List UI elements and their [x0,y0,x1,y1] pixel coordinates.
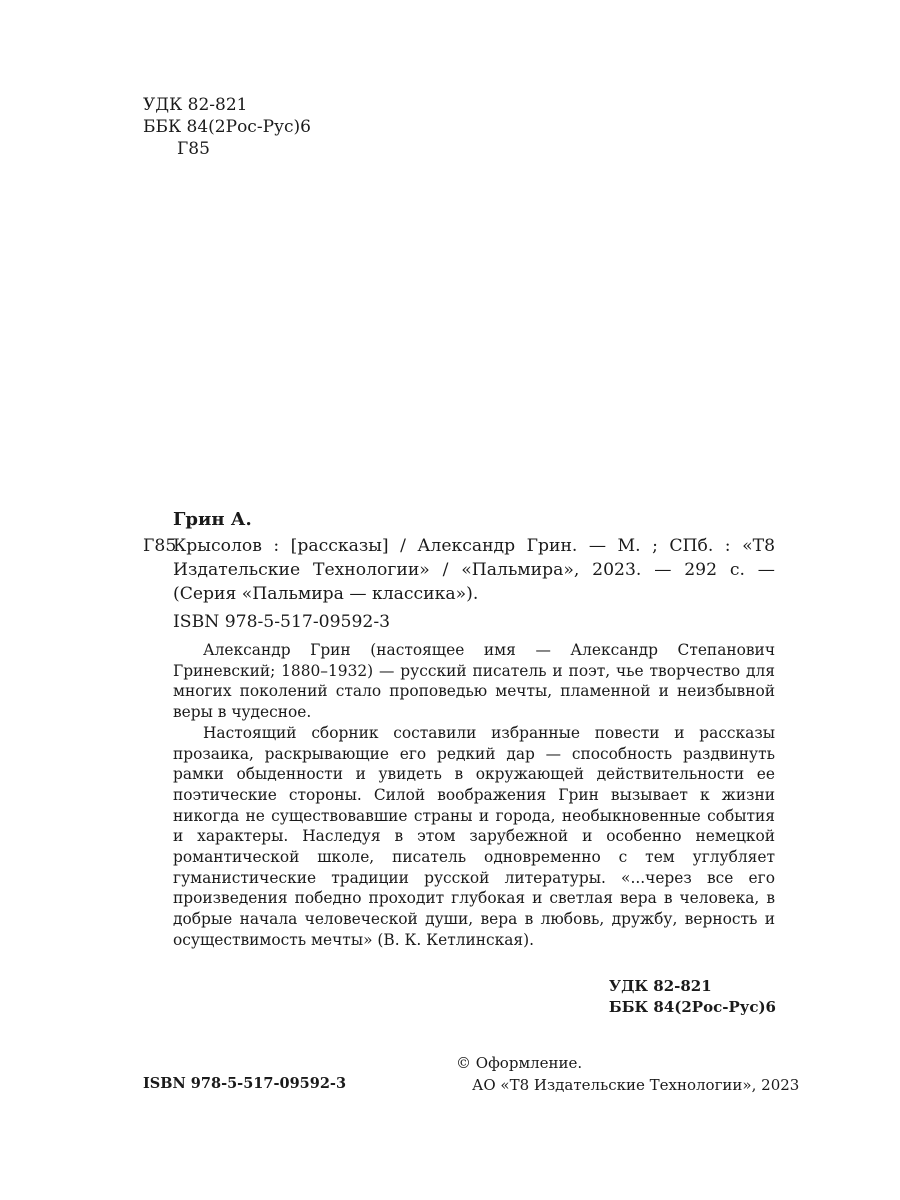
footer-isbn: ISBN 978-5-517-09592-3 [143,1075,347,1092]
bbk-code: ББК 84(2Рос-Рус)6 [143,117,311,137]
annotation-paragraph-1: Александр Грин (настоящее имя — Александр Степанович Гриневский; 1880–1932) — русский писатель и поэт, чье творчество для многих поколений стало проповедью мечты, пламенной и неизбывной веры в чудесное. [173,641,775,722]
entry-isbn: ISBN 978-5-517-09592-3 [173,612,391,632]
entry-author: Грин А. [173,509,252,530]
footer-bbk-code: ББК 84(2Рос-Рус)6 [608,998,776,1016]
entry-description: Крысолов : [рассказы] / Александр Грин. — М. ; СПб. : «Т8 Издательские Технологии» / «Пальмира», 2023. — 292 с. — (Серия «Пальмира — классика»). [173,536,775,604]
annotation [173,640,775,951]
entry-description-row [143,534,775,606]
bibliographic-entry [143,508,775,951]
copyright-notice [456,1052,799,1096]
footer-udk-code: УДК 82-821 [608,977,712,995]
udk-code: УДК 82-821 [143,95,248,115]
copyright-line-2: АО «Т8 Издательские Технологии», 2023 [472,1076,800,1094]
entry-author-mark: Г85 [143,536,177,556]
author-mark: Г85 [177,139,210,159]
classification-codes-top [143,94,311,160]
classification-codes-bottom [609,976,776,1018]
annotation-paragraph-2: Настоящий сборник составили избранные повести и рассказы прозаика, раскрывающие его редкий дар — способность раздвинуть рамки обыденности и увидеть в окружающей действительности ее поэтические стороны. Силой воображения Грин вызывает к жизни никогда не существовавшие страны и города, необыкновенные события и характеры. Наследуя в этом зарубежной и особенно немецкой романтической школе, писатель одновременно с тем углубляет гуманистические традиции русской литературы. «...через все его произведения победно проходит глубокая и светлая вера в человека, в добрые начала человеческой души, вера в любовь, дружбу, верность и осуществимость мечты» (В. К. Кетлинская). [173,723,775,949]
copyright-line-1: © Оформление. [456,1054,583,1072]
